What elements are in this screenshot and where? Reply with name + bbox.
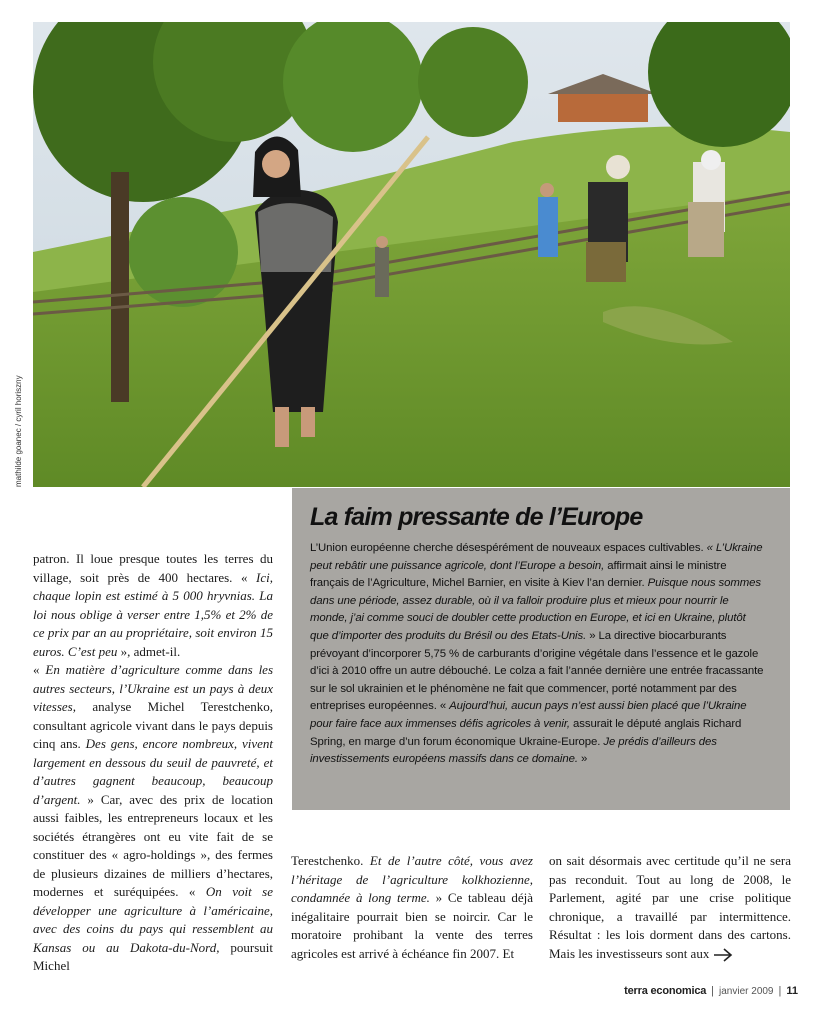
continue-arrow-icon	[713, 948, 733, 962]
photo-illustration	[33, 22, 790, 487]
page-footer	[624, 985, 798, 997]
footer-separator: |	[711, 985, 715, 997]
page-number: 11	[786, 985, 798, 997]
article-column-2: Terestchenko. Et de l’autre côté, vous avez l’héritage de l’agriculture kolkhozienne, condamnée à long terme. » Ce tableau déjà inégalitaire pourrait bien se noircir. Car le moratoire prohibant la vente des terres agricoles est arrivé à échéance fin 2007. Et	[291, 853, 533, 961]
sidebar-box	[292, 488, 790, 810]
sidebar-title: La faim pressante de l’Europe	[310, 503, 643, 531]
footer-date: janvier 2009	[719, 986, 774, 997]
sidebar-text: L’Union européenne cherche désespérément de nouveaux espaces cultivables. « L’Ukraine peut rebâtir une puissance agricole, dont l’Europe a besoin, affirmait ainsi le ministre français de l’Agriculture, Michel Barnier, en visite à Kiev l’an dernier. Puisque nous sommes dans une période, assez durable, où il va falloir produire plus et mieux pour nourrir le monde, j’ai comme souci de doubler cette production en Europe, et ici en Ukraine, plutôt que d’importer des produits du Brésil ou des Etats-Unis. » La directive biocarburants prévoyant d’incorporer 5,75 % de carburants d’origine végétale dans l’essence et le gazole d’ici à 2010 offre un autre débouché. Le colza a fait l’année dernière une entrée fracassante sur le sol ukrainien et le phénomène ne fait que commencer, porté notamment par des entreprises européennes. « Aujourd’hui, aucun pays n’est aussi bien placé que l’Ukraine pour faire face aux immenses défis agricoles à venir, assurait le député anglais Richard Spring, en marge d’un forum économique Ukraine-Europe. Je prédis d’ailleurs des investissements européens massifs dans ce domaine. »	[310, 542, 764, 766]
footer-separator-2: |	[778, 985, 782, 997]
footer-brand: terra economica	[624, 985, 707, 997]
photo-credit: mathilde goanec / cyril horiszny	[14, 375, 23, 487]
article-photo	[33, 22, 790, 487]
article-column-1: patron. Il loue presque toutes les terres du village, soit près de 400 hectares. « Ici, chaque lopin est estimé à 5 000 hryvnias. La loi nous oblige à verser entre 1,5% et 2% de ce prix par an au propriétaire, soit environ 15 euros. C’est peu », admet-il. « En matière d’agriculture comme dans les autres secteurs, l’Ukraine est un pays à deux vitesses, analyse Michel Terestchenko, consultant agricole vivant dans le pays depuis cinq ans. Des gens, encore nombreux, vivent largement en dessous du seuil de pauvreté, et d’autres gagnent beaucoup, beaucoup d’argent. » Car, avec des prix de location aussi faibles, les entrepreneurs locaux et les sociétés étrangères ont eu vite fait de se constituer des « agro-holdings », des fermes de plusieurs dizaines de milliers d’hectares, modernes et suréquipées. « On voit se développer une agriculture à l’américaine, avec des coins du pays qui ressemblent au Kansas ou au Dakota-du-Nord, poursuit Michel	[33, 551, 274, 973]
article-column-3: on sait désormais avec certitude qu’il ne sera pas reconduit. Tout au long de 2008, le Parlement, agité par une crise politique chronique, a travaillé par intermittence. Résultat : les lois dorment dans des cartons. Mais les investisseurs sont aux	[549, 853, 791, 961]
